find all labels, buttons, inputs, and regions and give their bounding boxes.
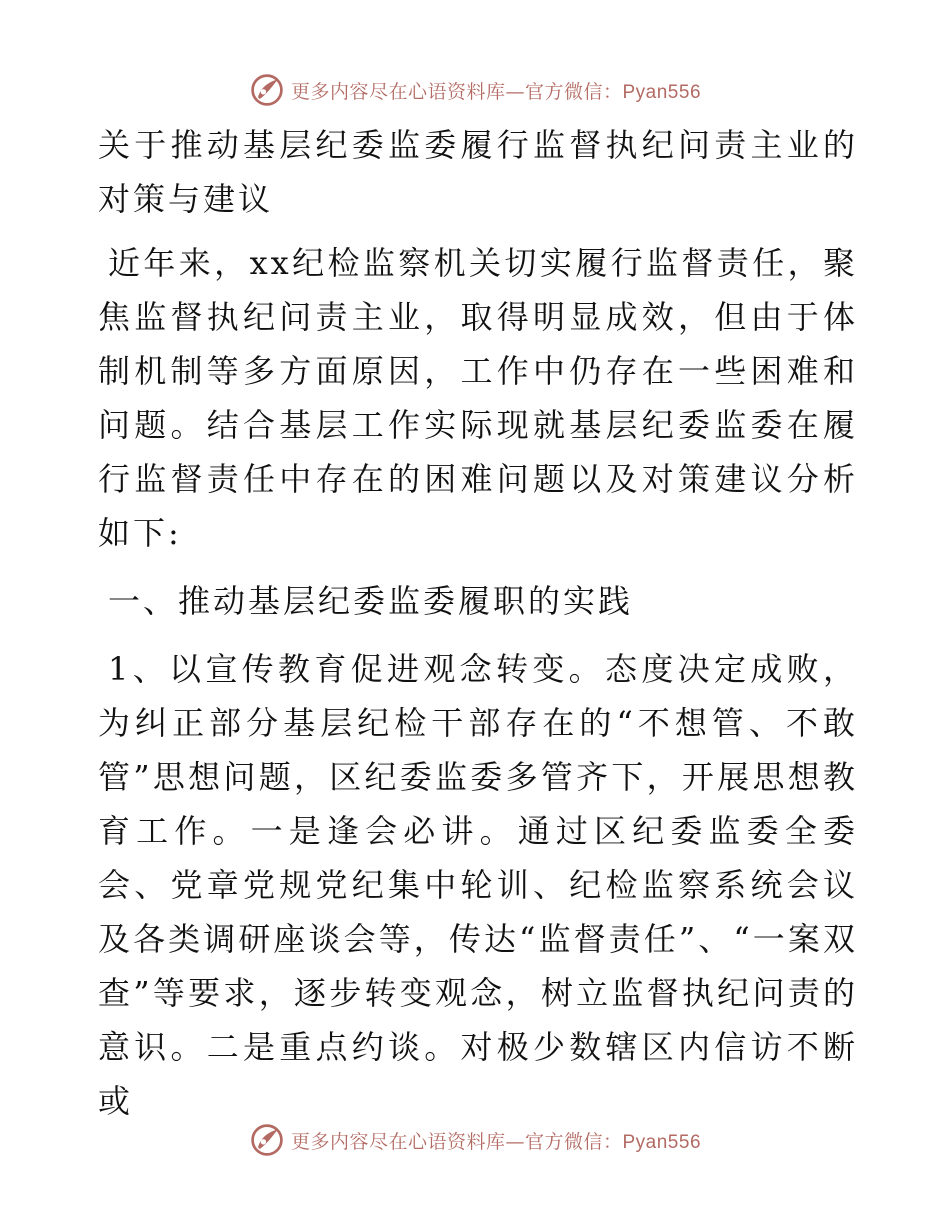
intro-paragraph: 近年来，xx纪检监察机关切实履行监督责任，聚焦监督执纪问责主业，取得明显成效，但由于体制机制等多方面原因，工作中仍存在一些困难和问题。结合基层工作实际现就基层纪委监委在履行监督责任中存在的困难问题以及对策建议分析如下: [98, 244, 858, 552]
section-paragraph: 1、以宣传教育促进观念转变。态度决定成败，为纠正部分基层纪检干部存在的“不想管、不敢管”思想问题，区纪委监委多管齐下，开展思想教育工作。一是逢会必讲。通过区纪委监委全委会、党章党规党纪集中轮训、纪检监察系统会议及各类调研座谈会等，传达“监督责任”、“一案双查”等要求，逐步转变观念，树立监督执纪问责的意识。二是重点约谈。对极少数辖区内信访不断或 [98, 650, 858, 1120]
watermark-text: 更多内容尽在心语资料库—官方微信：Pyan556 [290, 80, 702, 103]
document-title: 关于推动基层纪委监委履行监督执纪问责主业的对策与建议 [98, 126, 858, 218]
logo-icon [249, 1122, 285, 1158]
watermark-header [0, 70, 950, 110]
watermark-footer [0, 1120, 950, 1160]
document-body [98, 118, 858, 1142]
logo-icon [249, 72, 285, 108]
section-heading: 一、推动基层纪委监委履职的实践 [108, 582, 634, 620]
watermark-text: 更多内容尽在心语资料库—官方微信：Pyan556 [290, 1130, 702, 1153]
